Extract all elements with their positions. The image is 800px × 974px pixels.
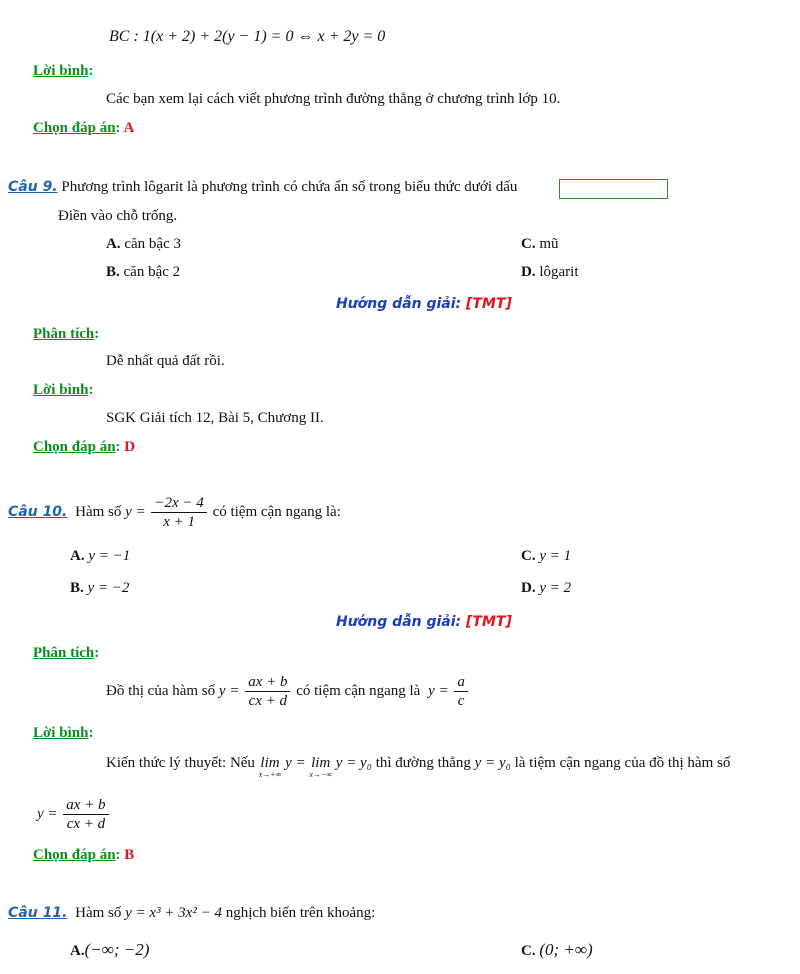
- q9-answer: D: [124, 439, 136, 455]
- q9-option-a-label: A.: [106, 236, 121, 252]
- q10-phan-tich-label: Phân tích: [33, 645, 95, 661]
- q9-loi-binh-text: SGK Giải tích 12, Bài 5, Chương II.: [106, 410, 324, 426]
- q10-option-a-label: A.: [70, 548, 85, 564]
- q8-loi-binh-label: Lời bình: [33, 63, 89, 79]
- q10-option-a-text: y = −1: [88, 548, 131, 564]
- q9-option-a[interactable]: [106, 236, 181, 253]
- q10-loi-binh-label: Lời bình: [33, 725, 89, 741]
- q10-answer: B: [124, 847, 135, 863]
- q10-option-c-text: y = 1: [539, 548, 572, 564]
- q11-suffix: nghịch biến trên khoảng:: [225, 905, 376, 921]
- q9-phan-tich-label: Phân tích: [33, 326, 95, 342]
- q9-guide-header: [336, 296, 512, 312]
- q11-label: Câu 11.: [8, 905, 68, 921]
- q10-lim-minus-sub: x→−∞: [309, 770, 333, 779]
- q10-option-d-text: y = 2: [539, 580, 572, 596]
- q10-pt-denominator: cx + d: [248, 693, 288, 709]
- q11-option-c-label: C.: [521, 943, 536, 959]
- q10-question-line: [8, 494, 341, 531]
- q9-option-c-label: C.: [521, 236, 536, 252]
- q10-pt-numerator2: a: [454, 673, 468, 692]
- q10-pt-fraction2: [454, 673, 468, 710]
- q10-guide-title: Hướng dẫn giải:: [336, 614, 462, 630]
- q9-option-c[interactable]: [521, 236, 559, 253]
- q10-pt-denominator2: c: [457, 693, 465, 709]
- q10-numerator: −2x − 4: [151, 494, 206, 513]
- q9-answer-line: Chọn đáp án: D: [33, 439, 136, 455]
- q10-lim-minus: [309, 755, 332, 779]
- q9-option-a-text: căn bậc 3: [124, 236, 181, 252]
- q10-lim-plus-word: lim: [260, 755, 280, 771]
- q10-lb-y0: y = y₀: [335, 755, 372, 771]
- q11-option-a[interactable]: [70, 940, 149, 960]
- q8-loi-binh-text: Các bạn xem lại cách viết phương trình đường thẳng ở chương trình lớp 10.: [106, 91, 561, 107]
- q11-question-line: [8, 905, 375, 922]
- q9-blank-box[interactable]: [559, 179, 668, 199]
- q9-question-line: [8, 179, 517, 196]
- q10-pt-fraction: [245, 673, 290, 710]
- q10-pt-y2: y =: [428, 682, 449, 699]
- q9-question: Phương trình lôgarit là phương trình có chứa ẩn số trong biểu thức dưới dấu: [61, 179, 518, 195]
- q11-option-a-label: A.: [70, 943, 85, 959]
- q11-option-c-text: (0; +∞): [539, 940, 593, 959]
- q10-denominator: x + 1: [163, 514, 195, 530]
- q10-answer-line: Chọn đáp án: B: [33, 847, 135, 863]
- q10-suffix: có tiệm cận ngang là:: [212, 503, 341, 520]
- q9-phan-tich-text: Dễ nhất quả đất rồi.: [106, 353, 225, 369]
- q11-prefix: Hàm số: [75, 905, 122, 921]
- q9-option-b-label: B.: [106, 264, 120, 280]
- q10-option-c-label: C.: [521, 548, 536, 564]
- q8-answer-line: Chọn đáp án: A: [33, 120, 135, 136]
- q10-phan-tich-heading: Phân tích:: [33, 645, 100, 661]
- q11-option-c[interactable]: [521, 940, 593, 960]
- q10-option-b-label: B.: [70, 580, 84, 596]
- q10-lim-plus: [259, 755, 282, 779]
- q10-option-d-label: D.: [521, 580, 536, 596]
- q10-phan-tich-line: [106, 673, 470, 710]
- q10-option-a[interactable]: [70, 548, 130, 565]
- q10-pt-prefix: Đồ thị của hàm số: [106, 682, 216, 699]
- q10-guide-header: [336, 614, 512, 630]
- q10-lb2-denominator: cx + d: [66, 816, 106, 832]
- q9-loi-binh-heading: Lời bình:: [33, 382, 94, 398]
- q10-option-d[interactable]: [521, 580, 571, 597]
- q9-option-b[interactable]: [106, 264, 180, 281]
- q9-option-c-text: mũ: [539, 236, 559, 252]
- q9-loi-binh-label: Lời bình: [33, 382, 89, 398]
- q9-option-d[interactable]: [521, 264, 579, 281]
- q9-chon-label: Chọn đáp án: [33, 439, 116, 455]
- q10-option-c[interactable]: [521, 548, 571, 565]
- q10-option-b-text: y = −2: [87, 580, 130, 596]
- q10-lb2-fraction: [63, 796, 108, 833]
- q9-instruction: Điền vào chỗ trống.: [58, 208, 178, 224]
- q10-label: Câu 10.: [8, 503, 68, 520]
- q11-function: y = x³ + 3x² − 4: [125, 905, 222, 921]
- q11-option-a-text: (−∞; −2): [84, 940, 150, 959]
- q10-y: y =: [125, 503, 146, 520]
- top-equation: BC : 1(x + 2) + 2(y − 1) = 0 ⇔ x + 2y = 0: [109, 28, 386, 45]
- q10-lb-function: [37, 796, 111, 833]
- q10-prefix: Hàm số: [75, 503, 122, 520]
- q9-option-b-text: căn bậc 2: [123, 264, 181, 280]
- q10-option-b[interactable]: [70, 580, 129, 597]
- q10-lim-minus-word: lim: [311, 755, 331, 771]
- q10-loi-binh-line: [106, 755, 730, 779]
- q10-lb-suffix: là tiệm cận ngang của đồ thị hàm số: [514, 755, 731, 771]
- q10-pt-mid: có tiệm cận ngang là: [296, 682, 421, 699]
- q10-lb-mid: thì đường thẳng: [375, 755, 471, 771]
- q9-option-d-label: D.: [521, 264, 536, 280]
- q10-loi-binh-heading: Lời bình:: [33, 725, 94, 741]
- q10-pt-numerator: ax + b: [245, 673, 290, 692]
- q9-guide-tag: [TMT]: [466, 296, 512, 312]
- q10-lb-line: y = y₀: [474, 755, 511, 771]
- q10-lb-y: y =: [285, 755, 306, 771]
- q9-guide-title: Hướng dẫn giải:: [336, 296, 462, 312]
- q10-chon-label: Chọn đáp án: [33, 847, 116, 863]
- q10-fraction: [151, 494, 206, 531]
- q10-lb-prefix: Kiến thức lý thuyết: Nếu: [106, 755, 255, 771]
- q10-guide-tag: [TMT]: [466, 614, 512, 630]
- q8-loi-binh-heading: Lời bình:: [33, 63, 94, 79]
- q10-lim-plus-sub: x→+∞: [258, 770, 282, 779]
- q10-lb2-y: y =: [37, 805, 58, 822]
- q8-chon-label: Chọn đáp án: [33, 120, 116, 136]
- q8-answer: A: [123, 120, 135, 136]
- q9-label: Câu 9.: [8, 179, 58, 195]
- q10-lb2-numerator: ax + b: [63, 796, 108, 815]
- q10-pt-y: y =: [218, 682, 240, 699]
- q9-phan-tich-heading: Phân tích:: [33, 326, 100, 342]
- q9-option-d-text: lôgarit: [539, 264, 579, 280]
